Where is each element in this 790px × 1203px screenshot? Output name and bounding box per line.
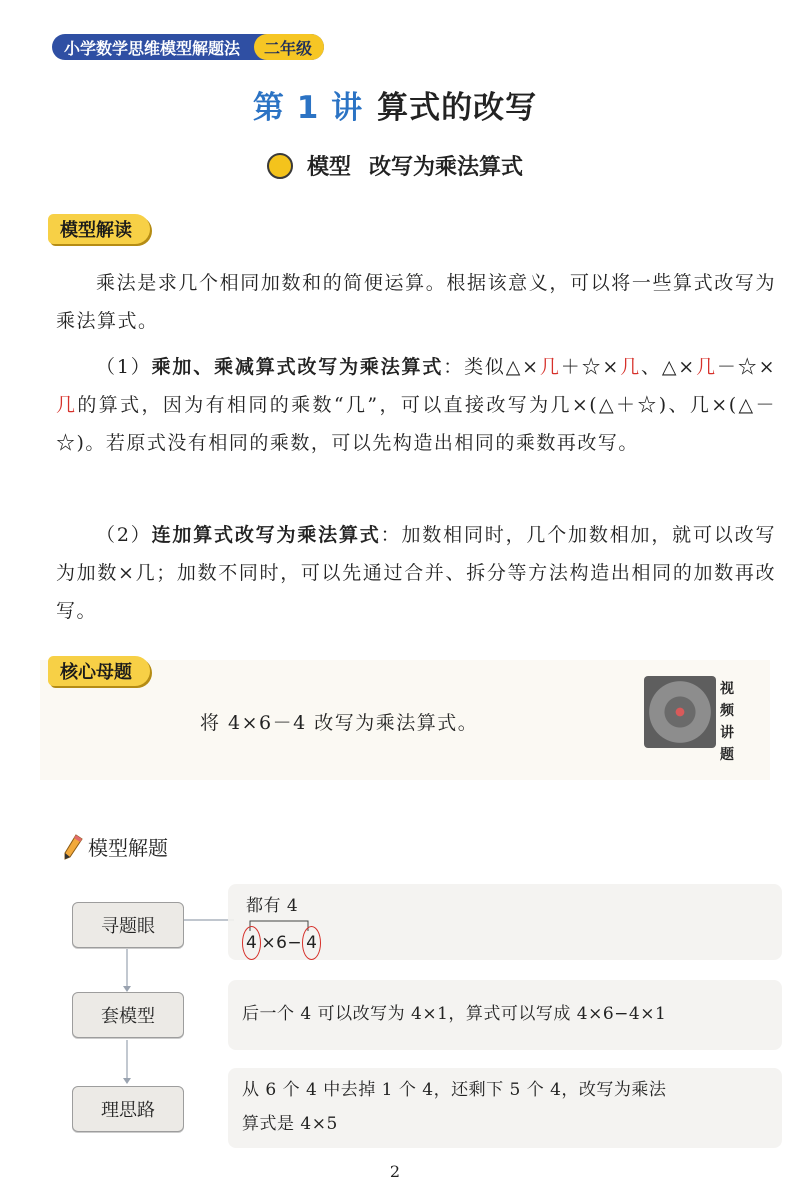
lecture-number: 第 1 讲 bbox=[252, 90, 364, 126]
p2-body: ：加数相同时，几个加数相加，就可以改写为加数×几；加数不同时，可以先通过合并、拆分等方法构造出相同的加数再改写。 bbox=[56, 524, 776, 622]
p1-text-b: ＋☆× bbox=[560, 356, 620, 378]
yellow-dot-icon bbox=[267, 153, 293, 179]
model-name: 改写为乘法算式 bbox=[369, 155, 524, 180]
step-1-expression bbox=[242, 926, 321, 960]
section-tag-label: 核心母题 bbox=[60, 662, 132, 683]
section-tag-label: 模型解读 bbox=[60, 220, 132, 241]
lecture-title bbox=[0, 82, 790, 127]
expr-middle: ×6− bbox=[261, 933, 303, 953]
p1-number: （1） bbox=[96, 356, 152, 378]
pencil-icon bbox=[62, 833, 84, 861]
step-3-line-2: 算式是 4×5 bbox=[242, 1114, 338, 1134]
step-3-line-1: 从 6 个 4 中去掉 1 个 4，还剩下 5 个 4，改写为乘法 bbox=[242, 1080, 667, 1100]
p1-text-d: －☆× bbox=[716, 356, 776, 378]
intro-text: 乘法是求几个相同加数和的简便运算。根据该意义，可以将一些算式改写为乘法算式。 bbox=[56, 272, 776, 332]
p2-number: （2） bbox=[96, 524, 152, 546]
p1-text-a: ：类似△× bbox=[443, 356, 540, 378]
step-label-find-key: 寻题眼 bbox=[72, 902, 184, 948]
p1-red-ji: 几 bbox=[539, 356, 561, 378]
section-tag-core bbox=[48, 656, 150, 686]
lecture-name: 算式的改写 bbox=[377, 90, 538, 126]
qr-code-icon[interactable] bbox=[644, 676, 716, 748]
grade-label: 二年级 bbox=[254, 34, 324, 60]
step-2-text: 后一个 4 可以改写为 4×1，算式可以写成 4×6−4×1 bbox=[242, 1004, 667, 1024]
circled-four: 4 bbox=[242, 926, 261, 960]
step-1-annotation: 都有 4 bbox=[246, 896, 299, 916]
p2-heading: 连加算式改写为乘法算式 bbox=[151, 524, 381, 546]
solve-title: 模型解题 bbox=[88, 836, 168, 860]
p1-red-ji: 几 bbox=[695, 356, 717, 378]
circled-four: 4 bbox=[302, 926, 321, 960]
model-title bbox=[0, 150, 790, 181]
video-label: 视频讲题 bbox=[720, 681, 734, 763]
paragraph-2 bbox=[56, 516, 776, 630]
section-tag-reading bbox=[48, 214, 150, 244]
p1-text-e: 的算式，因为有相同的乘数“几”，可以直接改写为几×(△＋☆)、几×(△－☆)。若原式没有相同的乘数，可以先构造出相同的乘数再改写。 bbox=[56, 394, 776, 454]
series-badge bbox=[52, 34, 324, 60]
paragraph-1 bbox=[56, 348, 776, 462]
p1-red-ji: 几 bbox=[619, 356, 642, 378]
p1-heading: 乘加、乘减算式改写为乘法算式 bbox=[151, 356, 444, 378]
p1-text-c: 、△× bbox=[641, 356, 696, 378]
solve-heading bbox=[62, 832, 168, 861]
page-number: 2 bbox=[389, 1162, 401, 1181]
model-label: 模型 bbox=[306, 155, 351, 180]
intro-paragraph bbox=[56, 264, 776, 340]
p1-red-ji: 几 bbox=[56, 394, 78, 416]
step-label-apply-model: 套模型 bbox=[72, 992, 184, 1038]
series-name: 小学数学思维模型解题法 bbox=[64, 38, 241, 58]
core-problem-text: 将 4×6－4 改写为乘法算式。 bbox=[200, 712, 479, 734]
step-label-reasoning: 理思路 bbox=[72, 1086, 184, 1132]
